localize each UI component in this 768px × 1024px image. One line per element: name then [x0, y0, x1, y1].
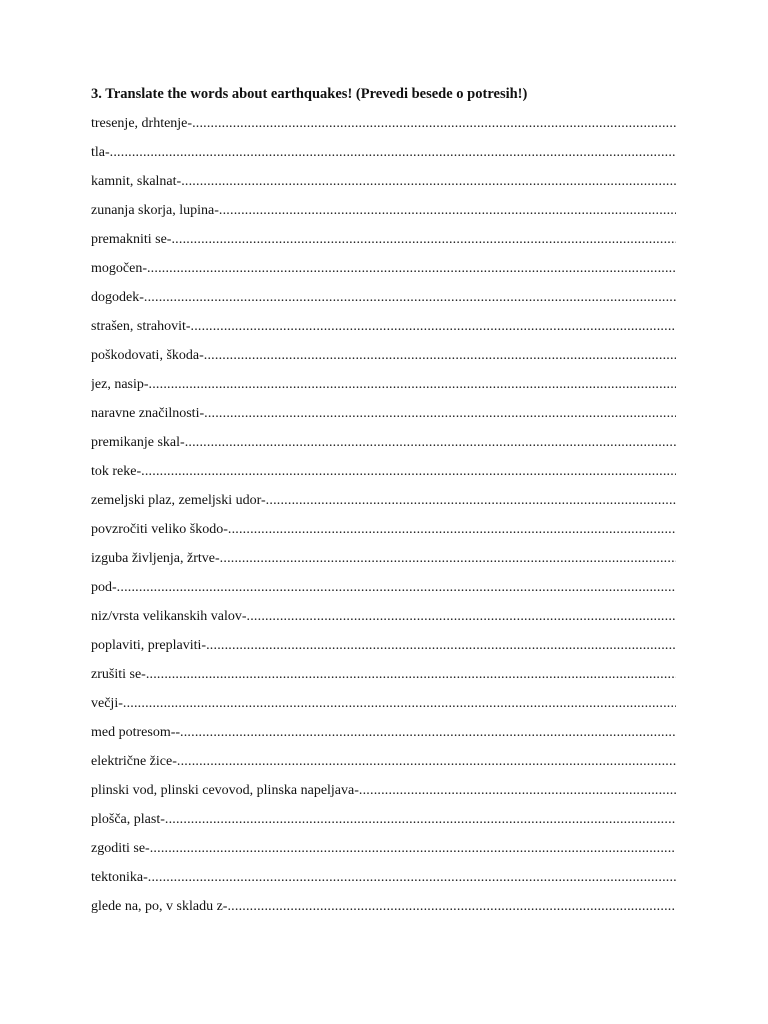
vocabulary-term: povzročiti veliko škodo-	[91, 522, 228, 537]
answer-blank	[123, 694, 676, 714]
vocabulary-term: zrušiti se-	[91, 667, 146, 682]
exercise-heading: 3. Translate the words about earthquakes! (Prevedi besede o potresih!)	[91, 86, 528, 102]
answer-blank	[144, 288, 676, 308]
answer-blank	[110, 143, 676, 163]
vocabulary-row	[91, 578, 676, 607]
vocabulary-term: premakniti se-	[91, 232, 172, 247]
answer-blank	[185, 433, 676, 453]
vocabulary-row	[91, 346, 676, 375]
vocabulary-row	[91, 897, 676, 926]
vocabulary-row	[91, 607, 676, 636]
vocabulary-term: zunanja skorja, lupina-	[91, 203, 219, 218]
answer-blank	[177, 752, 676, 772]
vocabulary-row	[91, 462, 676, 491]
vocabulary-row	[91, 520, 676, 549]
answer-blank	[171, 230, 676, 250]
answer-blank	[148, 868, 676, 888]
vocabulary-term: glede na, po, v skladu z-	[91, 899, 228, 914]
vocabulary-row	[91, 433, 676, 462]
answer-blank	[117, 578, 676, 598]
answer-blank	[220, 549, 676, 569]
answer-blank	[227, 897, 676, 917]
vocabulary-row	[91, 636, 676, 665]
vocabulary-term: plinski vod, plinski cevovod, plinska napeljava-	[91, 783, 359, 798]
vocabulary-row	[91, 781, 676, 810]
answer-blank	[180, 723, 676, 743]
vocabulary-row	[91, 868, 676, 897]
answer-blank	[192, 114, 676, 134]
vocabulary-row	[91, 375, 676, 404]
answer-blank	[147, 259, 676, 279]
vocabulary-row	[91, 839, 676, 868]
vocabulary-row	[91, 549, 676, 578]
vocabulary-term: kamnit, skalnat-	[91, 174, 182, 189]
answer-blank	[219, 201, 676, 221]
vocabulary-row	[91, 288, 676, 317]
answer-blank	[206, 636, 676, 656]
vocabulary-term: premikanje skal-	[91, 435, 185, 450]
answer-blank	[181, 172, 676, 192]
vocabulary-row	[91, 201, 676, 230]
vocabulary-term: poškodovati, škoda-	[91, 348, 204, 363]
vocabulary-term: zgoditi se-	[91, 841, 150, 856]
vocabulary-row	[91, 752, 676, 781]
vocabulary-row	[91, 114, 676, 143]
answer-blank	[359, 781, 676, 801]
vocabulary-term: dogodek-	[91, 290, 144, 305]
vocabulary-row	[91, 665, 676, 694]
vocabulary-row	[91, 723, 676, 752]
vocabulary-term: tok reke-	[91, 464, 142, 479]
vocabulary-row	[91, 143, 676, 172]
answer-blank	[150, 839, 676, 859]
answer-blank	[146, 665, 676, 685]
vocabulary-row	[91, 404, 676, 433]
vocabulary-row	[91, 172, 676, 201]
answer-blank	[149, 375, 676, 395]
answer-blank	[204, 346, 676, 366]
vocabulary-row	[91, 810, 676, 839]
vocabulary-row	[91, 317, 676, 346]
vocabulary-term: tla-	[91, 145, 110, 160]
vocabulary-term: električne žice-	[91, 754, 177, 769]
answer-blank	[191, 317, 676, 337]
vocabulary-term: jez, nasip-	[91, 377, 149, 392]
answer-blank	[228, 520, 676, 540]
vocabulary-term: tektonika-	[91, 870, 148, 885]
vocabulary-term: izguba življenja, žrtve-	[91, 551, 220, 566]
vocabulary-term: večji-	[91, 696, 123, 711]
vocabulary-row	[91, 491, 676, 520]
vocabulary-term: poplaviti, preplaviti-	[91, 638, 207, 653]
vocabulary-term: mogočen-	[91, 261, 147, 276]
vocabulary-list	[91, 114, 676, 926]
vocabulary-term: pod-	[91, 580, 117, 595]
answer-blank	[165, 810, 676, 830]
vocabulary-term: med potresom--	[91, 725, 181, 740]
vocabulary-term: strašen, strahovit-	[91, 319, 191, 334]
answer-blank	[247, 607, 676, 627]
vocabulary-term: zemeljski plaz, zemeljski udor-	[91, 493, 266, 508]
vocabulary-term: naravne značilnosti-	[91, 406, 205, 421]
vocabulary-row	[91, 230, 676, 259]
answer-blank	[141, 462, 676, 482]
vocabulary-row	[91, 259, 676, 288]
vocabulary-row	[91, 694, 676, 723]
answer-blank	[266, 491, 676, 511]
vocabulary-term: plošča, plast-	[91, 812, 165, 827]
answer-blank	[204, 404, 676, 424]
worksheet	[91, 84, 676, 926]
vocabulary-term: tresenje, drhtenje-	[91, 116, 193, 131]
vocabulary-term: niz/vrsta velikanskih valov-	[91, 609, 247, 624]
